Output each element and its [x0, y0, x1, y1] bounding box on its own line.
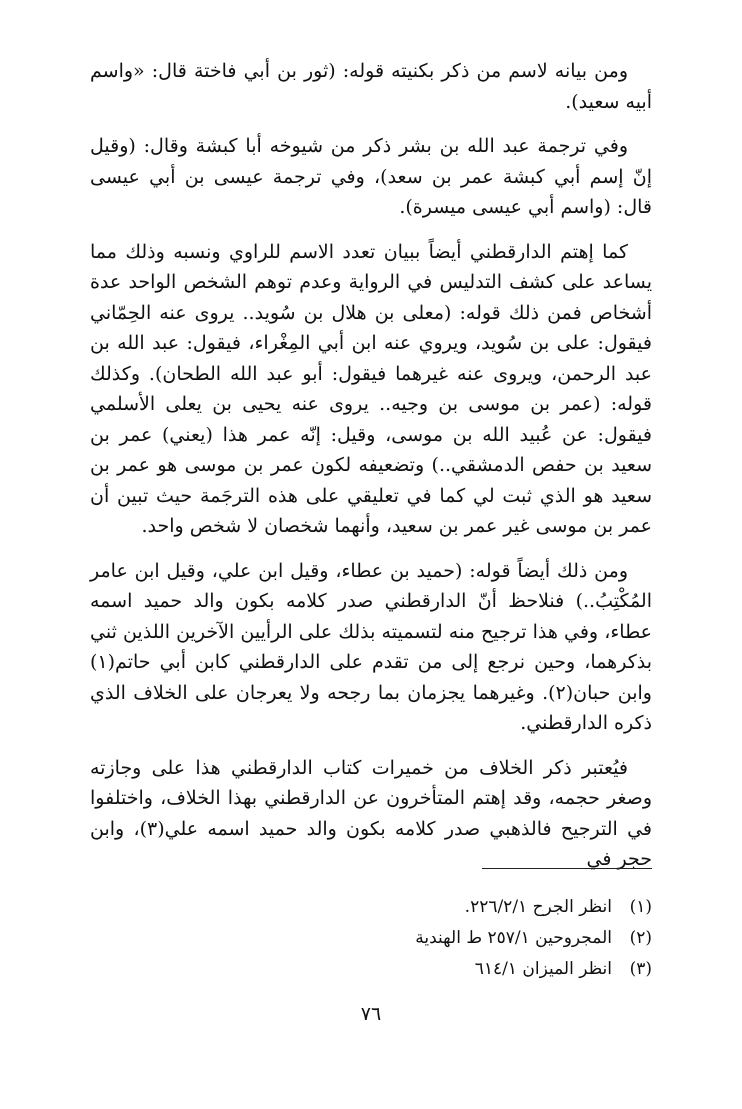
footnote-text: انظر الجرح ٢٢٦/٢/١.: [464, 897, 612, 917]
footnote-number: (٢): [629, 928, 652, 948]
footnote-text: المجروحين ٢٥٧/١ ط الهندية: [415, 928, 612, 948]
body-text: [90, 56, 652, 875]
paragraph-2: وفي ترجمة عبد الله بن بشر ذكر من شيوخه أبا كبشة وقال: (وقيل إنّ إسم أبي كبشة عمر بن سعد)، وفي ترجمة عيسى بن أبي عيسى قال: (واسم أبي عيسى ميسرة).: [90, 135, 652, 218]
footnote-3: [92, 954, 652, 985]
paragraph-5: فيُعتبر ذكر الخلاف من خميرات كتاب الدارقطني هذا على وجازته وصغر حجمه، وقد إهتم المتأخرون عن الدارقطني بهذا الخلاف، واختلفوا في الترجيح فالذهبي صدر كلامه بكون والد حميد اسمه علي(٣)، وابن حجر في: [90, 756, 652, 870]
paragraph-3: كما إهتم الدارقطني أيضاً ببيان تعدد الاسم للراوي ونسبه وذلك مما يساعد على كشف التدليس في الرواية وعدم توهم الشخص الواحد عدة أشخاص فمن ذلك قوله: (معلى بن هلال بن سُويد.. يروى عنه الحِمّاني فيقول: على بن سُويد، ويروي عنه ابن أبي المِغْراء، فيقول: عبد الله بن عبد الرحمن، ويروى عنه غيرهما فيقول: أبو عبد الله الطحان). وكذلك قوله: (عمر بن موسى بن وجيه.. يروى عنه يحيى بن يعلى الأسلمي فيقول: عن عُبيد الله بن موسى، وقيل: إنّه عمر هذا (يعني) عمر بن سعيد بن حفص الدمشقي..) وتضعيفه لكون عمر بن موسى هو عمر بن سعيد هو الذي ثبت لي كما في تعليقي على هذه الترجَمة حيث تبين أن عمر بن موسى غير عمر بن سعيد، وأنهما شخصان لا شخص واحد.: [90, 240, 652, 537]
footnote-1: [92, 892, 652, 923]
footnote-number: (١): [629, 897, 652, 917]
footnote-number: (٣): [629, 959, 652, 979]
footnote-2: [92, 923, 652, 954]
paragraph-4: ومن ذلك أيضاً قوله: (حميد بن عطاء، وقيل ابن علي، وقيل ابن عامر المُكْتِبُ..) فنلاحظ أنّ الدارقطني صدر كلامه بكون والد حميد اسمه عطاء، وفي هذا ترجيح منه لتسميته بذلك على الرأيين الآخرين اللذين ثني بذكرهما، وحين نرجع إلى من تقدم على الدارقطني كابن أبي حاتم(١) وابن حبان(٢). وغيرهما يجزمان بما رجحه ولا يعرجان على الخلاف الذي ذكره الدارقطني.: [90, 559, 652, 734]
paragraph-1: ومن بيانه لاسم من ذكر بكنيته قوله: (ثور بن أبي فاختة قال: «واسم أبيه سعيد).: [90, 60, 652, 113]
page-number: ٧٦: [360, 1003, 382, 1025]
footnotes: [92, 892, 652, 985]
footnote-text: انظر الميزان ٦١٤/١: [474, 959, 612, 979]
footnote-separator: [482, 868, 652, 869]
